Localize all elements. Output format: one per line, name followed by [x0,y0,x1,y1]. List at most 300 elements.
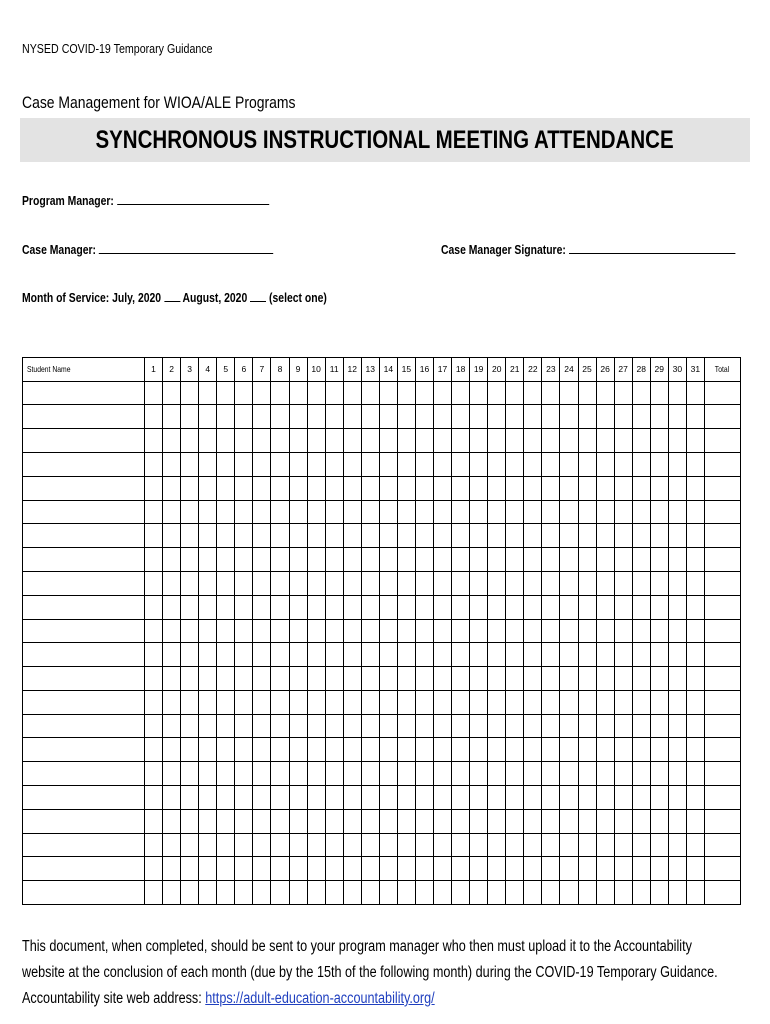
attendance-cell[interactable] [470,405,488,429]
attendance-cell[interactable] [343,881,361,905]
attendance-cell[interactable] [361,785,379,809]
attendance-cell[interactable] [614,548,632,572]
attendance-cell[interactable] [578,595,596,619]
attendance-cell[interactable] [668,571,686,595]
attendance-cell[interactable] [686,643,704,667]
attendance-cell[interactable] [524,524,542,548]
attendance-cell[interactable] [343,500,361,524]
attendance-cell[interactable] [325,714,343,738]
attendance-cell[interactable] [343,833,361,857]
attendance-cell[interactable] [596,595,614,619]
attendance-cell[interactable] [488,690,506,714]
attendance-cell[interactable] [343,690,361,714]
attendance-cell[interactable] [145,405,163,429]
attendance-cell[interactable] [379,762,397,786]
attendance-cell[interactable] [614,453,632,477]
attendance-cell[interactable] [506,429,524,453]
attendance-cell[interactable] [632,429,650,453]
total-cell[interactable] [704,667,740,691]
attendance-cell[interactable] [668,785,686,809]
attendance-cell[interactable] [488,738,506,762]
attendance-cell[interactable] [181,690,199,714]
attendance-cell[interactable] [289,785,307,809]
attendance-cell[interactable] [542,381,560,405]
attendance-cell[interactable] [343,453,361,477]
attendance-cell[interactable] [668,524,686,548]
attendance-cell[interactable] [415,857,433,881]
attendance-cell[interactable] [632,809,650,833]
attendance-cell[interactable] [181,595,199,619]
attendance-cell[interactable] [253,476,271,500]
attendance-cell[interactable] [271,833,289,857]
attendance-cell[interactable] [235,571,253,595]
attendance-cell[interactable] [271,785,289,809]
student-name-cell[interactable] [23,548,145,572]
attendance-cell[interactable] [560,405,578,429]
attendance-cell[interactable] [307,548,325,572]
attendance-cell[interactable] [397,524,415,548]
attendance-cell[interactable] [470,571,488,595]
attendance-cell[interactable] [560,476,578,500]
attendance-cell[interactable] [253,667,271,691]
attendance-cell[interactable] [614,595,632,619]
attendance-cell[interactable] [506,548,524,572]
attendance-cell[interactable] [470,833,488,857]
attendance-cell[interactable] [470,857,488,881]
attendance-cell[interactable] [307,738,325,762]
attendance-cell[interactable] [379,809,397,833]
attendance-cell[interactable] [415,381,433,405]
attendance-cell[interactable] [289,500,307,524]
attendance-cell[interactable] [325,643,343,667]
attendance-cell[interactable] [163,476,181,500]
attendance-cell[interactable] [488,785,506,809]
attendance-cell[interactable] [614,643,632,667]
attendance-cell[interactable] [217,500,235,524]
attendance-cell[interactable] [452,500,470,524]
attendance-cell[interactable] [560,785,578,809]
total-cell[interactable] [704,714,740,738]
attendance-cell[interactable] [415,405,433,429]
attendance-cell[interactable] [379,524,397,548]
attendance-cell[interactable] [686,453,704,477]
attendance-cell[interactable] [488,881,506,905]
attendance-cell[interactable] [307,381,325,405]
attendance-cell[interactable] [361,405,379,429]
attendance-cell[interactable] [199,809,217,833]
attendance-cell[interactable] [289,833,307,857]
attendance-cell[interactable] [415,643,433,667]
attendance-cell[interactable] [325,619,343,643]
attendance-cell[interactable] [578,857,596,881]
attendance-cell[interactable] [271,405,289,429]
attendance-cell[interactable] [542,453,560,477]
attendance-cell[interactable] [289,738,307,762]
attendance-cell[interactable] [596,714,614,738]
attendance-cell[interactable] [181,429,199,453]
attendance-cell[interactable] [235,643,253,667]
attendance-cell[interactable] [560,643,578,667]
attendance-cell[interactable] [542,809,560,833]
attendance-cell[interactable] [578,619,596,643]
student-name-cell[interactable] [23,453,145,477]
attendance-cell[interactable] [614,809,632,833]
attendance-cell[interactable] [235,690,253,714]
attendance-cell[interactable] [506,667,524,691]
attendance-cell[interactable] [668,548,686,572]
attendance-cell[interactable] [199,690,217,714]
attendance-cell[interactable] [506,619,524,643]
attendance-cell[interactable] [217,571,235,595]
total-cell[interactable] [704,643,740,667]
attendance-cell[interactable] [650,690,668,714]
attendance-cell[interactable] [397,833,415,857]
attendance-cell[interactable] [560,571,578,595]
total-cell[interactable] [704,881,740,905]
attendance-cell[interactable] [145,500,163,524]
attendance-cell[interactable] [325,405,343,429]
attendance-cell[interactable] [650,429,668,453]
total-cell[interactable] [704,500,740,524]
attendance-cell[interactable] [307,571,325,595]
attendance-cell[interactable] [452,762,470,786]
attendance-cell[interactable] [163,714,181,738]
student-name-cell[interactable] [23,571,145,595]
attendance-cell[interactable] [434,785,452,809]
attendance-cell[interactable] [470,785,488,809]
attendance-cell[interactable] [199,571,217,595]
attendance-cell[interactable] [650,571,668,595]
attendance-cell[interactable] [163,762,181,786]
attendance-cell[interactable] [470,453,488,477]
attendance-cell[interactable] [235,595,253,619]
attendance-cell[interactable] [452,809,470,833]
attendance-cell[interactable] [578,429,596,453]
attendance-cell[interactable] [524,738,542,762]
total-cell[interactable] [704,405,740,429]
attendance-cell[interactable] [650,619,668,643]
attendance-cell[interactable] [145,667,163,691]
attendance-cell[interactable] [470,476,488,500]
attendance-cell[interactable] [253,429,271,453]
total-cell[interactable] [704,857,740,881]
attendance-cell[interactable] [650,714,668,738]
attendance-cell[interactable] [488,643,506,667]
attendance-cell[interactable] [506,453,524,477]
attendance-cell[interactable] [415,524,433,548]
attendance-cell[interactable] [361,453,379,477]
attendance-cell[interactable] [470,595,488,619]
attendance-cell[interactable] [488,595,506,619]
attendance-cell[interactable] [686,381,704,405]
attendance-cell[interactable] [560,453,578,477]
attendance-cell[interactable] [343,381,361,405]
july-select-line[interactable] [164,300,180,302]
attendance-cell[interactable] [452,857,470,881]
attendance-cell[interactable] [163,667,181,691]
attendance-cell[interactable] [632,595,650,619]
attendance-cell[interactable] [596,500,614,524]
attendance-cell[interactable] [596,833,614,857]
attendance-cell[interactable] [253,405,271,429]
attendance-cell[interactable] [217,429,235,453]
student-name-cell[interactable] [23,833,145,857]
attendance-cell[interactable] [253,500,271,524]
attendance-cell[interactable] [271,762,289,786]
attendance-cell[interactable] [397,714,415,738]
attendance-cell[interactable] [668,833,686,857]
attendance-cell[interactable] [578,714,596,738]
attendance-cell[interactable] [163,738,181,762]
attendance-cell[interactable] [199,762,217,786]
attendance-cell[interactable] [470,429,488,453]
attendance-cell[interactable] [506,857,524,881]
attendance-cell[interactable] [253,833,271,857]
attendance-cell[interactable] [488,714,506,738]
attendance-cell[interactable] [614,500,632,524]
attendance-cell[interactable] [668,595,686,619]
attendance-cell[interactable] [145,595,163,619]
attendance-cell[interactable] [271,476,289,500]
attendance-cell[interactable] [253,381,271,405]
attendance-cell[interactable] [668,453,686,477]
attendance-cell[interactable] [343,429,361,453]
attendance-cell[interactable] [181,857,199,881]
attendance-cell[interactable] [434,548,452,572]
attendance-cell[interactable] [235,429,253,453]
student-name-cell[interactable] [23,405,145,429]
attendance-cell[interactable] [397,429,415,453]
attendance-cell[interactable] [253,690,271,714]
attendance-cell[interactable] [271,738,289,762]
attendance-cell[interactable] [397,667,415,691]
attendance-cell[interactable] [632,381,650,405]
attendance-cell[interactable] [434,881,452,905]
attendance-cell[interactable] [596,667,614,691]
attendance-cell[interactable] [560,595,578,619]
attendance-cell[interactable] [397,619,415,643]
attendance-cell[interactable] [488,500,506,524]
attendance-cell[interactable] [560,500,578,524]
attendance-cell[interactable] [271,643,289,667]
attendance-cell[interactable] [452,571,470,595]
attendance-cell[interactable] [415,667,433,691]
attendance-cell[interactable] [235,453,253,477]
attendance-cell[interactable] [578,809,596,833]
attendance-cell[interactable] [235,476,253,500]
attendance-cell[interactable] [632,833,650,857]
attendance-cell[interactable] [361,809,379,833]
attendance-cell[interactable] [235,548,253,572]
attendance-cell[interactable] [686,500,704,524]
attendance-cell[interactable] [686,714,704,738]
attendance-cell[interactable] [145,571,163,595]
attendance-cell[interactable] [235,524,253,548]
attendance-cell[interactable] [668,381,686,405]
total-cell[interactable] [704,524,740,548]
attendance-cell[interactable] [289,571,307,595]
attendance-cell[interactable] [542,405,560,429]
attendance-cell[interactable] [163,833,181,857]
attendance-cell[interactable] [488,571,506,595]
attendance-cell[interactable] [560,857,578,881]
attendance-cell[interactable] [470,714,488,738]
attendance-cell[interactable] [614,524,632,548]
attendance-cell[interactable] [668,476,686,500]
attendance-cell[interactable] [289,524,307,548]
attendance-cell[interactable] [163,785,181,809]
attendance-cell[interactable] [686,881,704,905]
attendance-cell[interactable] [163,619,181,643]
attendance-cell[interactable] [397,405,415,429]
attendance-cell[interactable] [488,833,506,857]
attendance-cell[interactable] [361,476,379,500]
case-manager-field[interactable] [22,242,336,257]
attendance-cell[interactable] [470,500,488,524]
attendance-cell[interactable] [632,714,650,738]
student-name-cell[interactable] [23,381,145,405]
attendance-cell[interactable] [163,453,181,477]
attendance-cell[interactable] [379,667,397,691]
attendance-cell[interactable] [199,524,217,548]
attendance-cell[interactable] [361,643,379,667]
student-name-cell[interactable] [23,476,145,500]
attendance-cell[interactable] [560,619,578,643]
attendance-cell[interactable] [686,476,704,500]
signature-line[interactable] [569,252,735,254]
attendance-cell[interactable] [596,571,614,595]
attendance-cell[interactable] [632,857,650,881]
attendance-cell[interactable] [632,785,650,809]
attendance-cell[interactable] [524,809,542,833]
attendance-cell[interactable] [614,381,632,405]
attendance-cell[interactable] [488,762,506,786]
attendance-cell[interactable] [199,453,217,477]
attendance-cell[interactable] [506,690,524,714]
attendance-cell[interactable] [506,524,524,548]
attendance-cell[interactable] [596,524,614,548]
attendance-cell[interactable] [524,500,542,524]
attendance-cell[interactable] [686,857,704,881]
attendance-cell[interactable] [650,881,668,905]
attendance-cell[interactable] [506,571,524,595]
attendance-cell[interactable] [289,548,307,572]
attendance-cell[interactable] [199,405,217,429]
attendance-cell[interactable] [686,429,704,453]
attendance-cell[interactable] [596,643,614,667]
total-cell[interactable] [704,619,740,643]
attendance-cell[interactable] [343,643,361,667]
attendance-cell[interactable] [506,595,524,619]
attendance-cell[interactable] [145,762,163,786]
attendance-cell[interactable] [614,738,632,762]
attendance-cell[interactable] [524,833,542,857]
attendance-cell[interactable] [542,881,560,905]
attendance-cell[interactable] [614,690,632,714]
attendance-cell[interactable] [434,857,452,881]
attendance-cell[interactable] [415,429,433,453]
attendance-cell[interactable] [253,857,271,881]
attendance-cell[interactable] [163,857,181,881]
attendance-cell[interactable] [560,833,578,857]
attendance-cell[interactable] [632,738,650,762]
attendance-cell[interactable] [560,881,578,905]
attendance-cell[interactable] [361,738,379,762]
attendance-cell[interactable] [434,381,452,405]
attendance-cell[interactable] [488,548,506,572]
attendance-cell[interactable] [415,833,433,857]
attendance-cell[interactable] [235,881,253,905]
attendance-cell[interactable] [524,762,542,786]
attendance-cell[interactable] [614,857,632,881]
attendance-cell[interactable] [343,619,361,643]
attendance-cell[interactable] [506,833,524,857]
attendance-cell[interactable] [361,667,379,691]
attendance-cell[interactable] [578,476,596,500]
student-name-cell[interactable] [23,690,145,714]
attendance-cell[interactable] [632,571,650,595]
attendance-cell[interactable] [524,643,542,667]
attendance-cell[interactable] [379,548,397,572]
attendance-cell[interactable] [578,833,596,857]
attendance-cell[interactable] [181,405,199,429]
attendance-cell[interactable] [163,571,181,595]
attendance-cell[interactable] [578,738,596,762]
attendance-cell[interactable] [217,595,235,619]
attendance-cell[interactable] [632,762,650,786]
attendance-cell[interactable] [452,595,470,619]
attendance-cell[interactable] [289,881,307,905]
attendance-cell[interactable] [343,738,361,762]
attendance-cell[interactable] [434,762,452,786]
attendance-cell[interactable] [343,785,361,809]
attendance-cell[interactable] [650,809,668,833]
attendance-cell[interactable] [524,619,542,643]
attendance-cell[interactable] [289,429,307,453]
attendance-cell[interactable] [361,762,379,786]
attendance-cell[interactable] [217,667,235,691]
attendance-cell[interactable] [668,690,686,714]
attendance-cell[interactable] [199,667,217,691]
total-cell[interactable] [704,453,740,477]
attendance-cell[interactable] [434,643,452,667]
attendance-cell[interactable] [253,643,271,667]
attendance-cell[interactable] [235,785,253,809]
attendance-cell[interactable] [361,429,379,453]
attendance-cell[interactable] [452,453,470,477]
attendance-cell[interactable] [199,619,217,643]
attendance-cell[interactable] [307,809,325,833]
student-name-cell[interactable] [23,738,145,762]
attendance-cell[interactable] [650,524,668,548]
attendance-cell[interactable] [253,738,271,762]
attendance-cell[interactable] [361,857,379,881]
attendance-cell[interactable] [524,667,542,691]
attendance-cell[interactable] [542,690,560,714]
attendance-cell[interactable] [578,453,596,477]
attendance-cell[interactable] [397,500,415,524]
attendance-cell[interactable] [199,476,217,500]
attendance-cell[interactable] [650,595,668,619]
student-name-cell[interactable] [23,595,145,619]
attendance-cell[interactable] [578,881,596,905]
attendance-cell[interactable] [632,881,650,905]
attendance-cell[interactable] [668,714,686,738]
attendance-cell[interactable] [271,714,289,738]
attendance-cell[interactable] [650,738,668,762]
attendance-cell[interactable] [578,690,596,714]
attendance-cell[interactable] [415,762,433,786]
